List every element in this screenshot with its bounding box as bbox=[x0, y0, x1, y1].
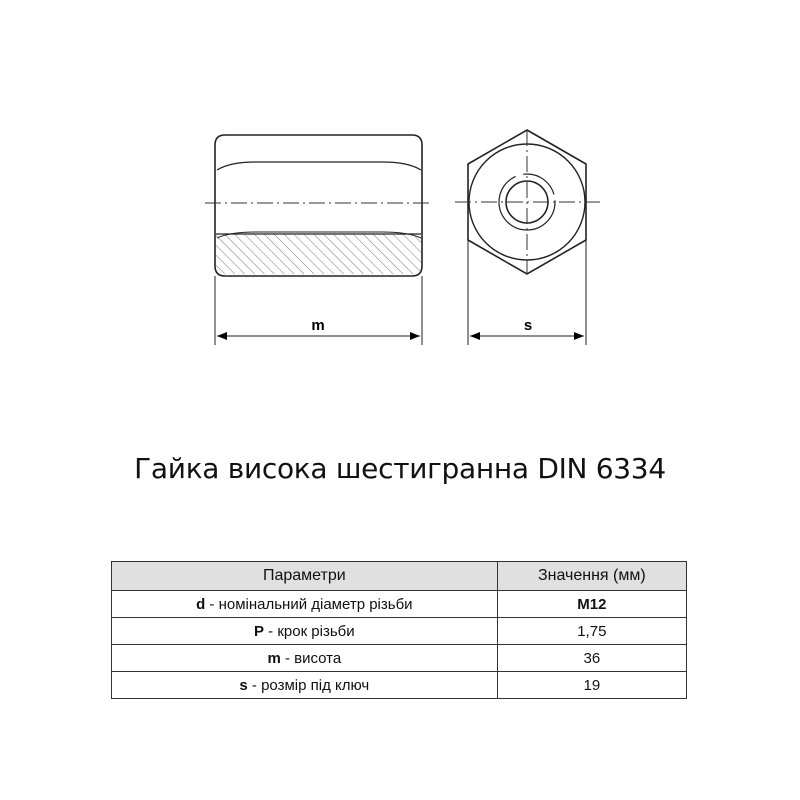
param-symbol: d bbox=[196, 595, 206, 613]
table-header-row bbox=[112, 562, 687, 591]
thread-hatch-section bbox=[216, 234, 421, 274]
param-cell bbox=[112, 672, 498, 699]
param-symbol: P bbox=[253, 622, 264, 640]
product-title: Гайка висока шестигранна DIN 6334 bbox=[134, 452, 666, 485]
value-cell: 36 bbox=[497, 645, 686, 672]
header-parameters: Параметри bbox=[112, 562, 498, 591]
param-description: - розмір під ключ bbox=[247, 676, 370, 694]
param-symbol: s bbox=[239, 676, 248, 694]
param-description: - крок різьби bbox=[264, 622, 355, 640]
param-cell bbox=[112, 645, 498, 672]
param-description: - номінальний діаметр різьби bbox=[205, 595, 413, 613]
table-row bbox=[112, 672, 687, 699]
dimension-s-label: s bbox=[523, 317, 533, 334]
parameters-table bbox=[111, 561, 687, 699]
table-row bbox=[112, 645, 687, 672]
param-cell bbox=[112, 618, 498, 645]
dimension-m-label: m bbox=[311, 317, 325, 334]
value-cell: 1,75 bbox=[497, 618, 686, 645]
param-symbol: m bbox=[267, 649, 281, 667]
value-cell: 19 bbox=[497, 672, 686, 699]
table-row bbox=[112, 591, 687, 618]
value-cell: M12 bbox=[497, 591, 686, 618]
param-cell bbox=[112, 591, 498, 618]
param-description: - висота bbox=[280, 649, 342, 667]
table-row bbox=[112, 618, 687, 645]
dimension-m bbox=[215, 276, 422, 345]
header-values: Значення (мм) bbox=[497, 562, 686, 591]
